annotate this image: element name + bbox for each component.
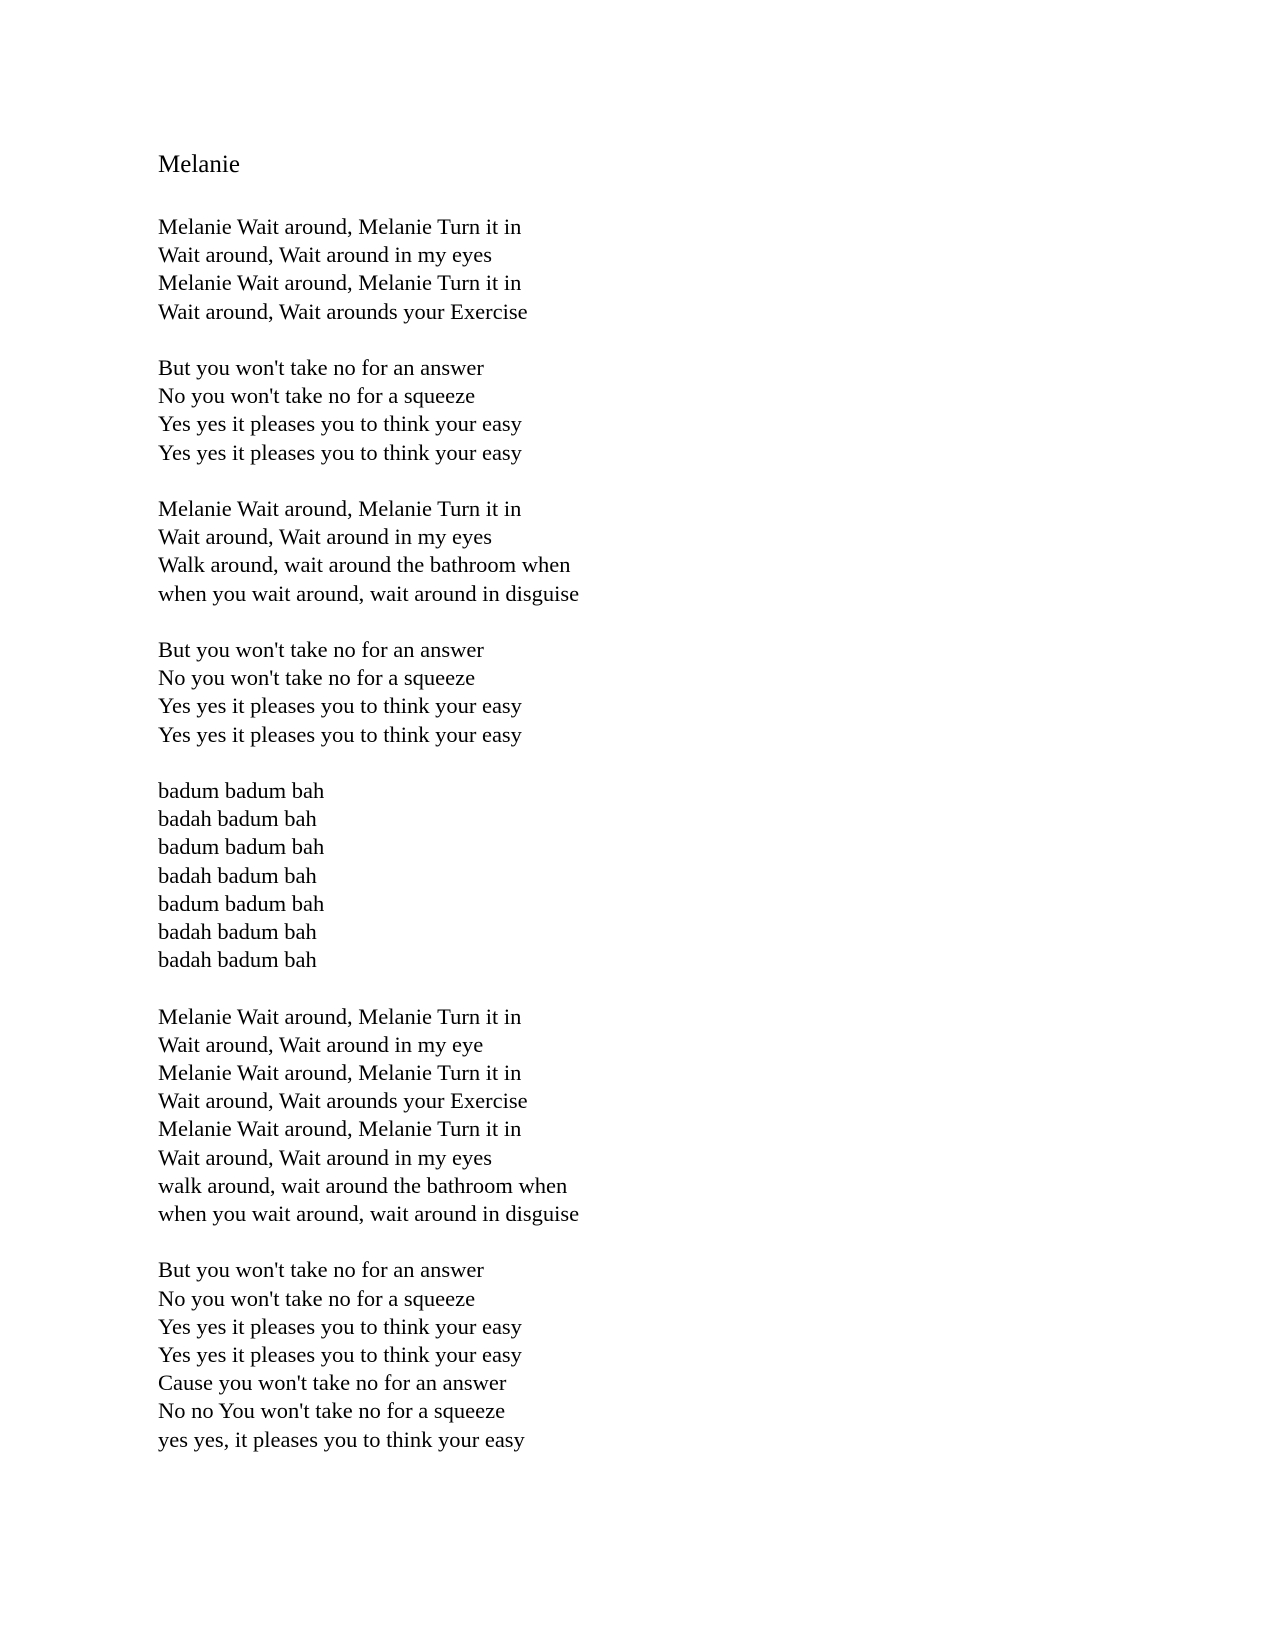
lyric-line: badum badum bah (158, 890, 325, 916)
lyric-line: No you won't take no for a squeeze (158, 665, 476, 691)
lyric-line: badum badum bah (158, 834, 325, 860)
lyric-line: badah badum bah (158, 947, 317, 973)
lyric-line: Melanie Wait around, Melanie Turn it in (158, 214, 522, 239)
lyric-line: But you won't take no for an answer (158, 355, 484, 380)
lyric-line: when you wait around, wait around in disguise (158, 1201, 580, 1227)
lyric-line: Wait around, Wait around in my eyes (158, 524, 493, 550)
stanza (158, 636, 579, 749)
lyric-line: walk around, wait around the bathroom when (158, 1172, 568, 1198)
lyric-line: badum badum bah (158, 778, 325, 803)
lyrics-body (158, 213, 579, 1482)
lyric-line: Wait around, Wait around in my eyes (158, 1144, 493, 1170)
lyric-line: Yes yes it pleases you to think your easy (158, 1313, 522, 1339)
lyric-line: Wait around, Wait arounds your Exercise (158, 1088, 528, 1114)
lyric-line: Yes yes it pleases you to think your easy (158, 693, 522, 719)
lyric-line: badah badum bah (158, 806, 317, 832)
stanza (158, 495, 579, 608)
lyric-line: Melanie Wait around, Melanie Turn it in (158, 496, 522, 521)
lyric-line: But you won't take no for an answer (158, 637, 484, 662)
lyric-line: Melanie Wait around, Melanie Turn it in (158, 1116, 522, 1142)
lyric-line: badah badum bah (158, 919, 317, 945)
lyric-line: Walk around, wait around the bathroom when (158, 552, 571, 578)
lyric-line: No you won't take no for a squeeze (158, 1285, 476, 1311)
lyric-line: when you wait around, wait around in disguise (158, 580, 580, 606)
lyric-line: Yes yes it pleases you to think your easy (158, 411, 522, 437)
lyric-line: Yes yes it pleases you to think your easy (158, 439, 522, 465)
lyric-line: Melanie Wait around, Melanie Turn it in (158, 1060, 522, 1086)
lyric-line: No no You won't take no for a squeeze (158, 1398, 506, 1424)
lyric-line: Cause you won't take no for an answer (158, 1370, 507, 1396)
lyric-line: Wait around, Wait around in my eye (158, 1031, 484, 1057)
stanza (158, 213, 579, 326)
lyric-line: Melanie Wait around, Melanie Turn it in (158, 1003, 522, 1029)
lyric-line: Wait around, Wait around in my eyes (158, 242, 493, 268)
stanza (158, 1256, 579, 1453)
lyric-line: badah badum bah (158, 862, 317, 888)
stanza (158, 1003, 579, 1229)
lyric-line: Melanie Wait around, Melanie Turn it in (158, 270, 522, 296)
stanza (158, 777, 579, 974)
lyric-line: Yes yes it pleases you to think your easy (158, 721, 522, 747)
lyric-line: No you won't take no for a squeeze (158, 383, 476, 409)
page-title: Melanie (158, 151, 240, 178)
lyric-line: But you won't take no for an answer (158, 1257, 484, 1283)
lyric-line: yes yes, it pleases you to think your easy (158, 1426, 525, 1452)
lyric-line: Yes yes it pleases you to think your easy (158, 1342, 522, 1368)
stanza (158, 354, 579, 467)
lyric-line: Wait around, Wait arounds your Exercise (158, 298, 528, 324)
